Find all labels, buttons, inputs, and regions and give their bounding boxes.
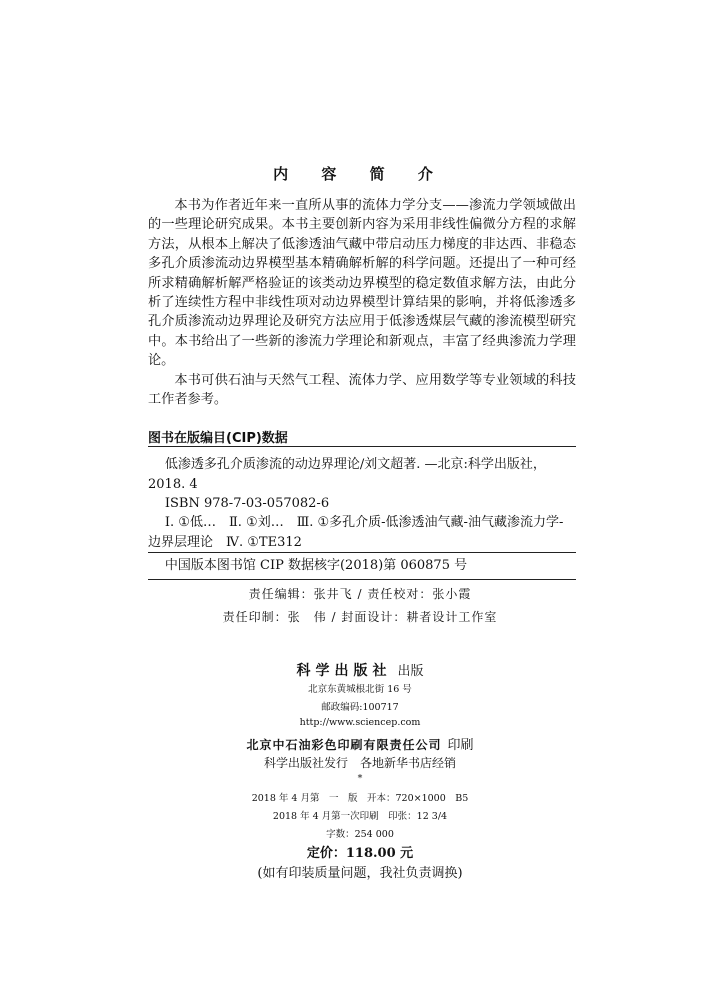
- cip-record: [148, 455, 576, 514]
- book-summary: [148, 196, 576, 409]
- publisher-postcode: 邮政编码:100717: [321, 702, 399, 713]
- printer-name: 北京中石油彩色印刷有限责任公司: [246, 738, 442, 752]
- cip-record-line: 低渗透多孔介质渗流的动边界理论/刘文超著. —北京:科学出版社，2018. 4: [148, 457, 546, 492]
- edition-line: 2018 年 4 月第 一 版 开本：720×1000 B5: [251, 793, 469, 804]
- distribution-line: 科学出版社发行 各地新华书店经销: [263, 756, 456, 770]
- separator-asterisk: *: [357, 773, 363, 784]
- printer-line: [0, 734, 720, 753]
- cip-verification-block: [148, 556, 576, 576]
- quality-note: (如有印装质量问题，我社负责调换): [257, 866, 463, 881]
- cip-top-rule: [148, 446, 576, 447]
- word-count: 字数：254 000: [326, 829, 394, 840]
- cip-bottom-rule: [148, 579, 576, 580]
- publisher-suffix: 出版: [397, 664, 424, 679]
- credits-editors: 责任编辑：张井飞 / 责任校对：张小霞: [248, 587, 472, 601]
- cip-middle-rule: [148, 552, 576, 553]
- cip-isbn: ISBN 978-7-03-057082-6: [164, 496, 330, 512]
- summary-paragraph-2: 本书可供石油与天然气工程、流体力学、应用数学等专业领域的科技工作者参考。: [148, 372, 576, 408]
- publisher-name: 科学出版社: [296, 663, 392, 679]
- cip-classification-block: [148, 513, 576, 552]
- printer-suffix: 印刷: [447, 738, 474, 753]
- summary-paragraph-1: 本书为作者近年来一直所从事的流体力学分支——渗流力学领域做出的一些理论研究成果。本书主要创新内容为采用非线性偏微分方程的求解方法，从根本上解决了低渗透油气藏中带启动压力梯度的非达西、非稳态多孔介质渗流动边界模型基本精确解析解的科学问题。还提出了一种可经所求精确解析解严格验证的该类动边界模型的稳定数值求解方法，由此分析了连续性方程中非线性项对动边界模型计算结果的影响，并将低渗透多孔介质渗流动边界理论及研究方法应用于低渗透煤层气藏的渗流模型研究中。本书给出了一些新的渗流力学理论和新观点，丰富了经典渗流力学理论。: [148, 198, 576, 369]
- publisher-address: 北京东黄城根北街 16 号: [308, 684, 412, 695]
- credits-print-design: 责任印制：张 伟 / 封面设计：耕者设计工作室: [222, 610, 498, 624]
- page-title: 内 容 简 介: [273, 165, 447, 183]
- publisher-website: http://www.sciencep.com: [299, 717, 421, 728]
- cip-heading: 图书在版编目(CIP)数据: [148, 431, 288, 446]
- cip-verification: 中国版本图书馆 CIP 数据核字(2018)第 060875 号: [164, 558, 468, 573]
- price: 定价：118.00 元: [306, 846, 414, 861]
- cip-classification: Ⅰ. ①低… Ⅱ. ①刘… Ⅲ. ①多孔介质-低渗透油气藏-油气藏渗流力学-边界层理论 Ⅳ. ①TE312: [148, 515, 564, 550]
- publisher-line: [0, 660, 720, 680]
- printing-line: 2018 年 4 月第一次印刷 印张：12 3/4: [272, 811, 448, 822]
